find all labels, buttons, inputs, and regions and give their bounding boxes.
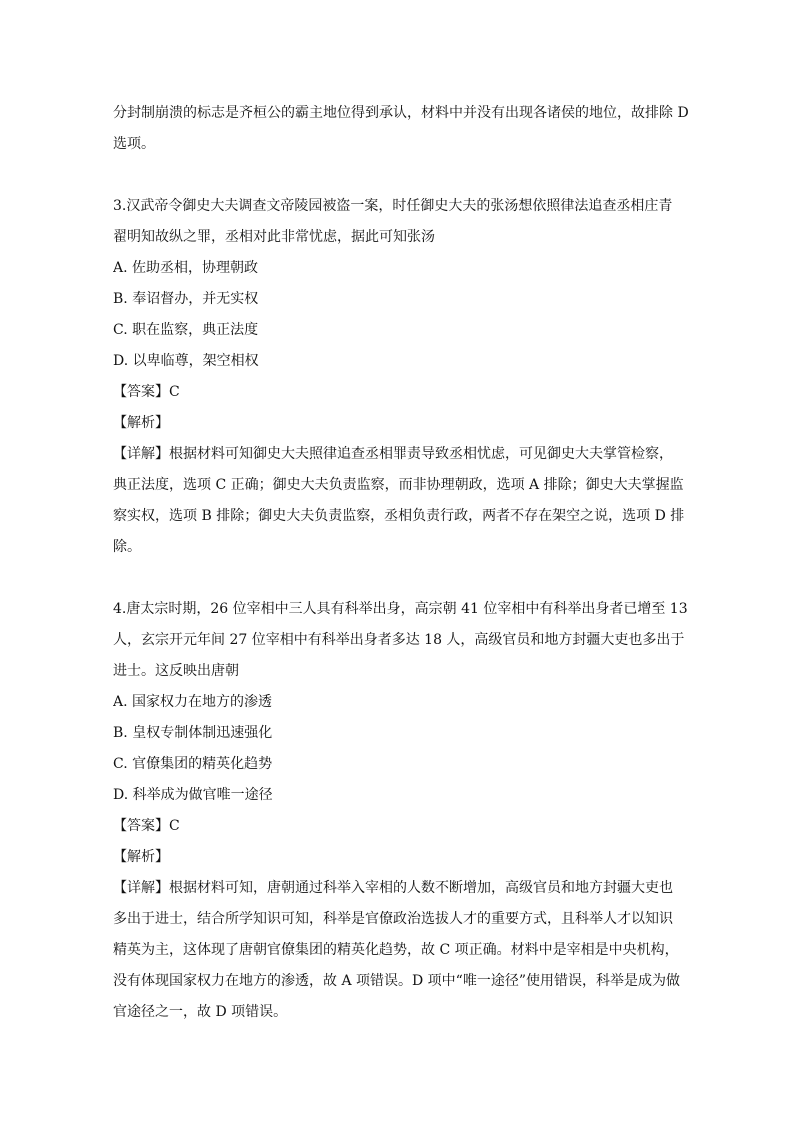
detail-line: 多出于进士，结合所学知识可知，科举是官僚政治选拔人才的重要方式，且科举人才以知识	[113, 911, 673, 927]
question-stem-line: 翟明知故纵之罪，丞相对此非常忧虑，据此可知张汤	[113, 229, 435, 245]
detail-line: 除。	[113, 539, 141, 555]
option-c: C. 职在监察，典正法度	[113, 322, 259, 338]
detail-line: 官途径之一，故 D 项错误。	[113, 1004, 288, 1020]
analysis-label: 【解析】	[113, 849, 169, 865]
option-b: B. 奉诏督办，并无实权	[113, 291, 259, 307]
question-4	[113, 594, 693, 1028]
detail-line: 【详解】根据材料可知御史大夫照律追查丞相罪责导致丞相忧虑，可见御史大夫掌管检察，	[113, 446, 673, 462]
detail-line: 典正法度，选项 C 正确；御史大夫负责监察，而非协理朝政，选项 A 排除；御史大夫掌握监	[113, 477, 684, 493]
option-a: A. 佐助丞相，协理朝政	[113, 260, 259, 276]
option-a: A. 国家权力在地方的渗透	[113, 694, 273, 710]
option-d: D. 科举成为做官唯一途径	[113, 787, 273, 803]
option-c: C. 官僚集团的精英化趋势	[113, 756, 273, 772]
option-d: D. 以卑临尊，架空相权	[113, 353, 259, 369]
question-stem-line: 人，玄宗开元年间 27 位宰相中有科举出身者多达 18 人，高级官员和地方封疆大吏也多出于	[113, 632, 685, 648]
answer-line: 【答案】C	[113, 818, 180, 834]
question-stem-line: 4.唐太宗时期，26 位宰相中三人具有科举出身，高宗朝 41 位宰相中有科举出身者已增至 13	[113, 601, 688, 617]
question-stem-line: 3.汉武帝令御史大夫调查文帝陵园被盗一案，时任御史大夫的张汤想依照律法追查丞相庄青	[113, 198, 673, 214]
question-3	[113, 191, 693, 563]
option-b: B. 皇权专制体制迅速强化	[113, 725, 273, 741]
detail-line: 察实权，选项 B 排除；御史大夫负责监察，丞相负责行政，两者不存在架空之说，选项 D 排	[113, 508, 685, 524]
text-line: 选项。	[113, 136, 155, 152]
detail-line: 没有体现国家权力在地方的渗透，故 A 项错误。D 项中“唯一途径”使用错误，科举是成为做	[113, 973, 680, 989]
previous-explanation	[113, 98, 693, 160]
detail-line: 【详解】根据材料可知，唐朝通过科举入宰相的人数不断增加，高级官员和地方封疆大吏也	[113, 880, 673, 896]
text-line: 分封制崩溃的标志是齐桓公的霸主地位得到承认，材料中并没有出现各诸侯的地位，故排除 D	[113, 105, 689, 121]
answer-line: 【答案】C	[113, 384, 180, 400]
document-page	[113, 98, 693, 1028]
question-stem-line: 进士。这反映出唐朝	[113, 663, 239, 679]
analysis-label: 【解析】	[113, 415, 169, 431]
detail-line: 精英为主，这体现了唐朝官僚集团的精英化趋势，故 C 项正确。材料中是宰相是中央机构，	[113, 942, 679, 958]
